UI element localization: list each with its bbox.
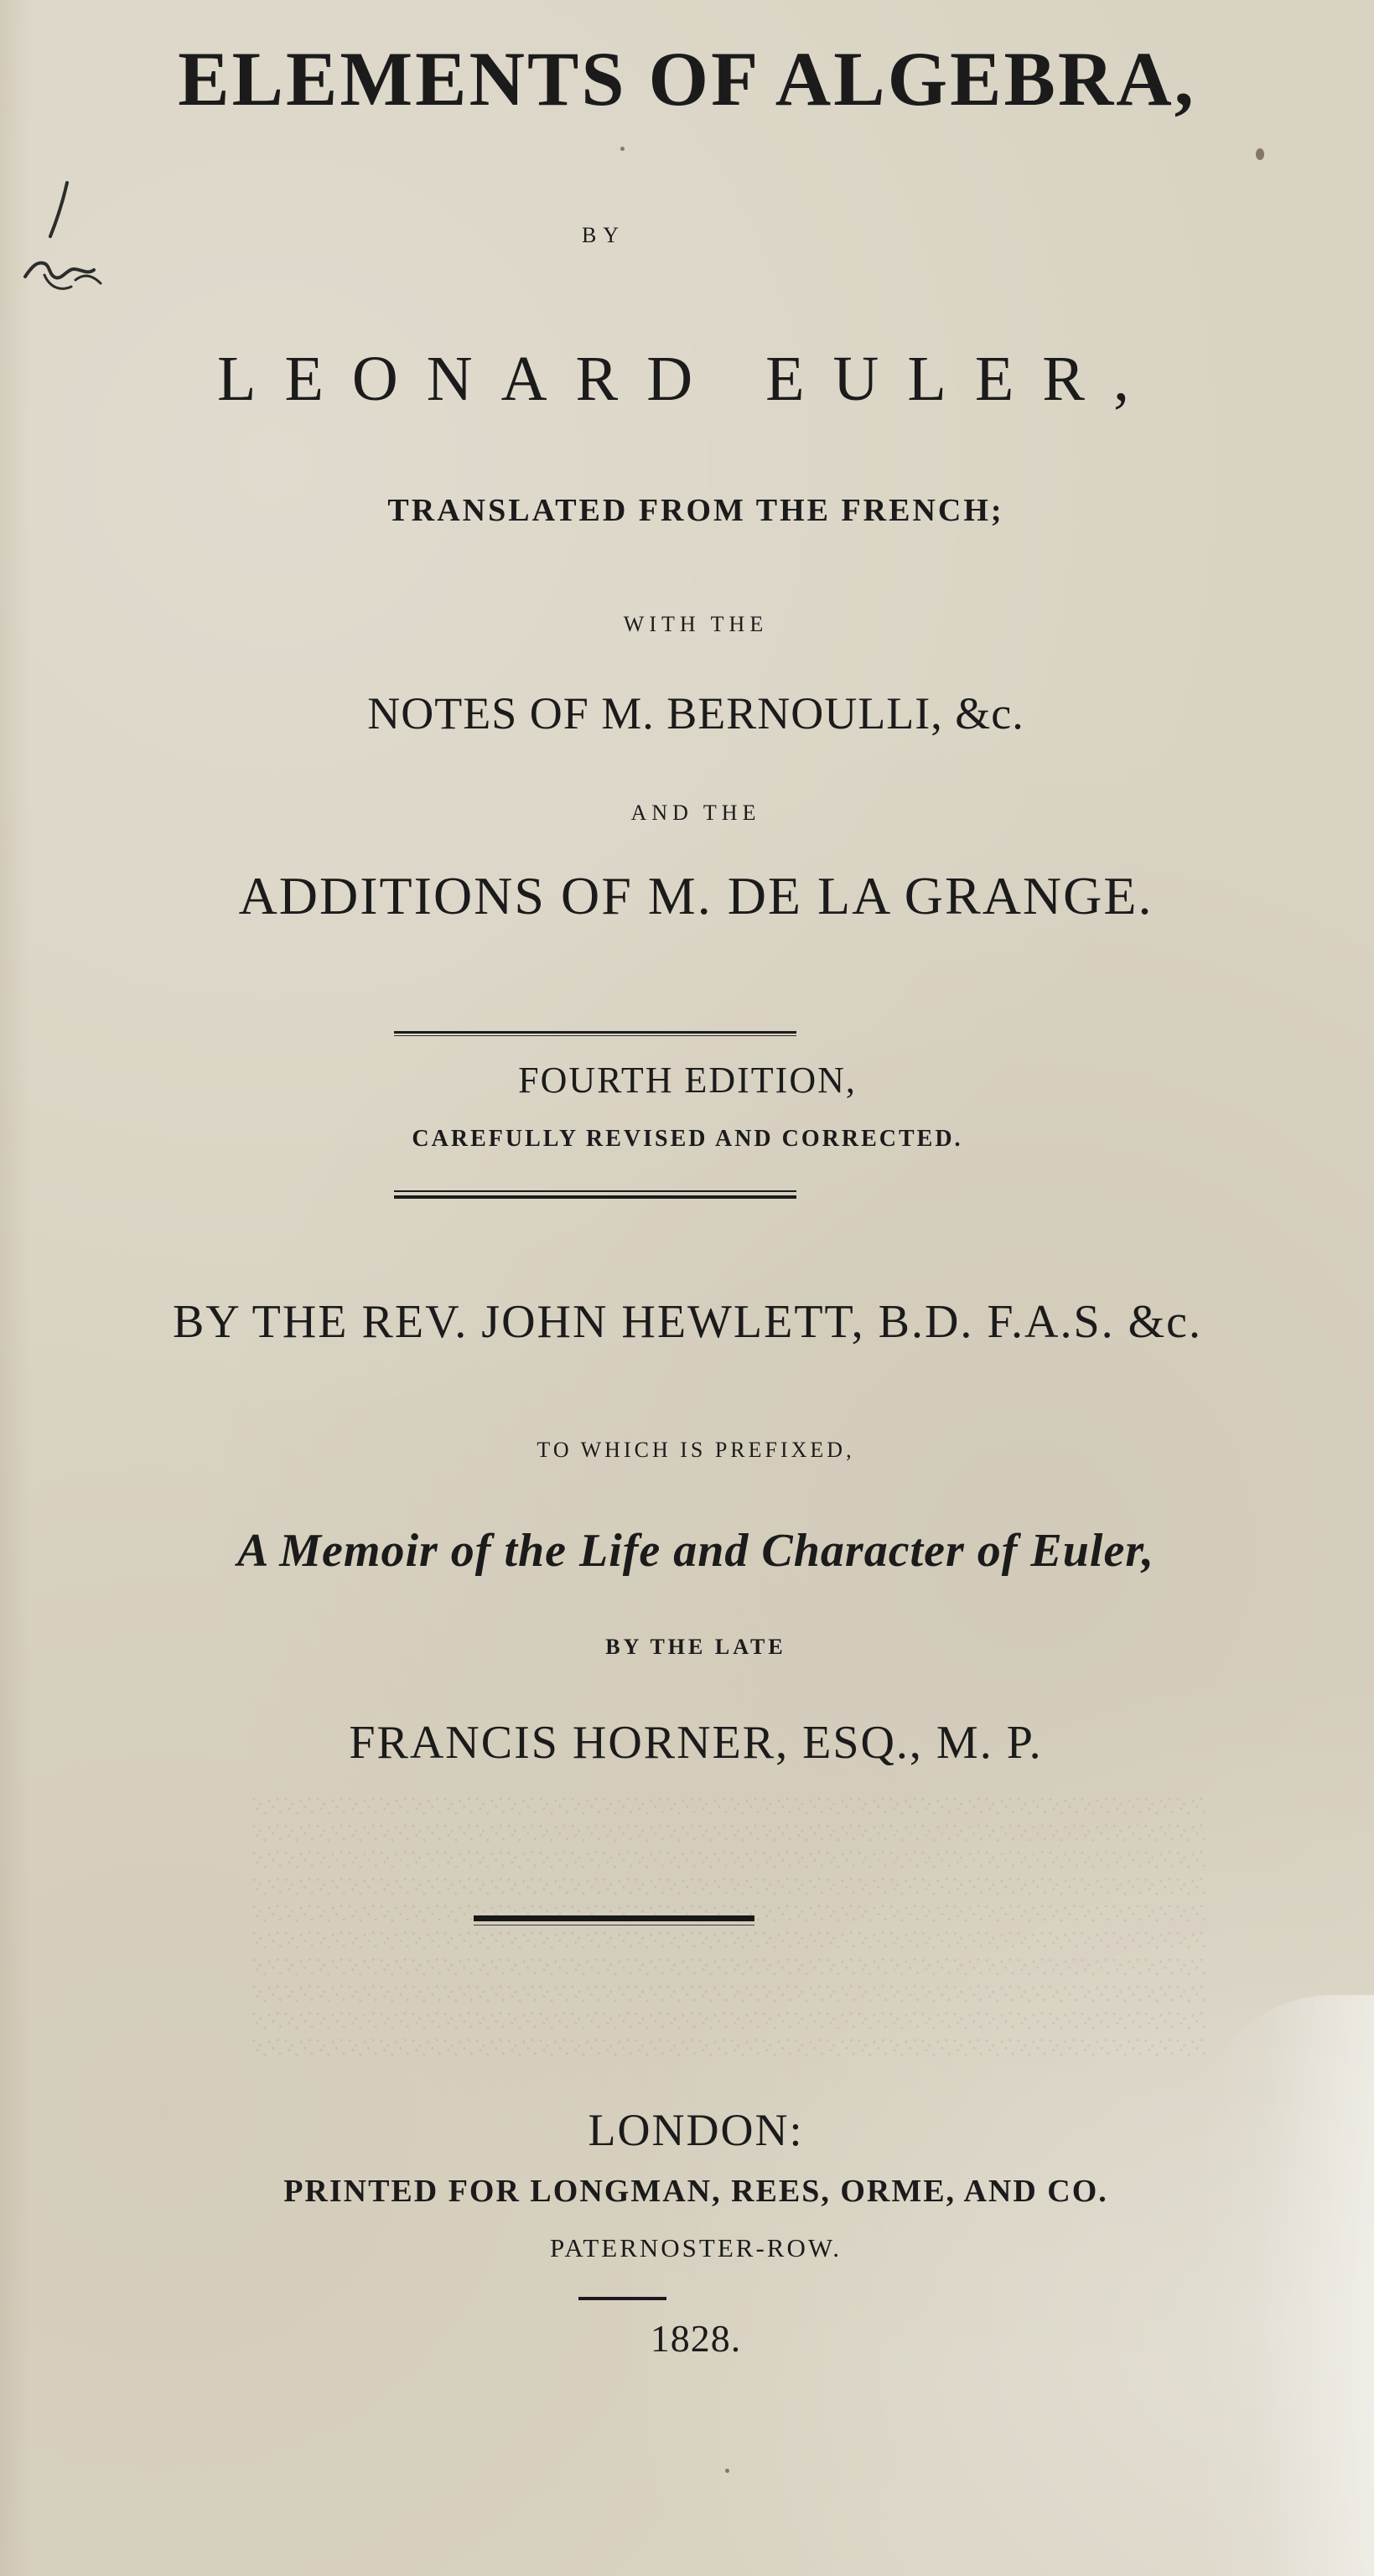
translation-note: TRANSLATED FROM THE FRENCH; — [387, 493, 1004, 528]
ink-bleed-texture — [251, 1794, 1207, 2062]
and-the-label: AND THE — [630, 801, 761, 825]
divider-rule-middle — [394, 1195, 796, 1199]
notes-line: NOTES OF M. BERNOULLI, &c. — [367, 688, 1024, 739]
page-wear-bottom-right — [1198, 1995, 1374, 2576]
by-the-late-label: BY THE LATE — [605, 1635, 786, 1659]
publication-year: 1828. — [650, 2317, 742, 2360]
revised-line: CAREFULLY REVISED AND CORRECTED. — [412, 1126, 963, 1152]
paper-spot — [725, 2469, 729, 2473]
author-name: LEONARD EULER, — [217, 344, 1158, 414]
ornamental-rule-thin — [474, 1925, 754, 1926]
year-rule — [578, 2297, 666, 2300]
memoir-line: A Memoir of the Life and Character of Euler, — [236, 1525, 1155, 1577]
publication-place: LONDON: — [588, 2105, 804, 2155]
paper-spot — [1256, 148, 1264, 160]
page-shadow-left — [0, 0, 30, 2576]
divider-rule-top-thin — [394, 1035, 796, 1036]
editor-line: BY THE REV. JOHN HEWLETT, B.D. F.A.S. &c. — [172, 1296, 1203, 1348]
paper-spot — [620, 147, 625, 151]
memoir-author: FRANCIS HORNER, ESQ., M. P. — [349, 1717, 1043, 1769]
by-label: BY — [581, 223, 626, 247]
prefixed-label: TO WHICH IS PREFIXED, — [537, 1438, 855, 1462]
publisher-line: PRINTED FOR LONGMAN, REES, ORME, AND CO. — [283, 2174, 1108, 2209]
divider-rule-middle-thin — [394, 1190, 796, 1192]
edition-line: FOURTH EDITION, — [518, 1060, 857, 1101]
publisher-address: PATERNOSTER-ROW. — [549, 2233, 842, 2262]
additions-line: ADDITIONS OF M. DE LA GRANGE. — [238, 866, 1154, 925]
divider-rule-top — [394, 1031, 796, 1034]
handwritten-mark — [17, 176, 117, 319]
book-title: ELEMENTS OF ALGEBRA, — [178, 36, 1196, 122]
with-the-label: WITH THE — [623, 612, 769, 636]
ornamental-rule — [474, 1915, 754, 1921]
